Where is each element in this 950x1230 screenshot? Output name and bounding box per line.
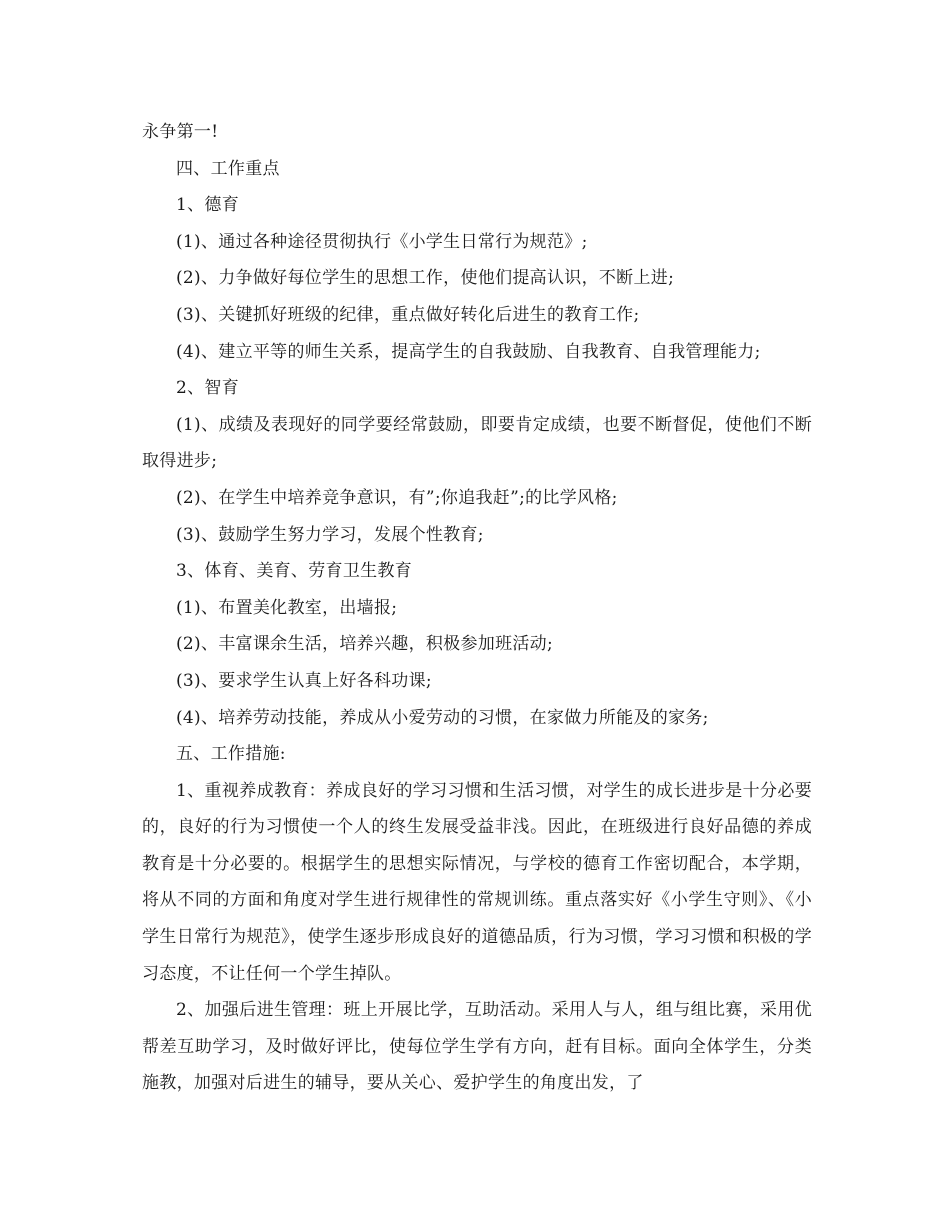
subheading-moral-education: 1、德育 (176, 195, 240, 216)
paragraph-continuation: 永争第一! (142, 122, 219, 142)
list-item-intellectual-1: (1)、成绩及表现好的同学要经常鼓励，即要肯定成绩，也要不断督促，使他们不断取得进步; (142, 414, 812, 472)
list-item-intellectual-2: (2)、在学生中培养竞争意识，有”;你追我赶”;的比学风格; (176, 487, 618, 508)
list-item-moral-1: (1)、通过各种途径贯彻执行《小学生日常行为规范》; (176, 231, 588, 252)
section-heading-work-focus: 四、工作重点 (176, 158, 280, 179)
list-item-moral-2: (2)、力争做好每位学生的思想工作，使他们提高认识，不断上进; (176, 268, 675, 289)
list-item-moral-3: (3)、关键抓好班级的纪律，重点做好转化后进生的教育工作; (176, 304, 640, 325)
subheading-physical-arts-labor: 3、体育、美育、劳育卫生教育 (176, 561, 413, 582)
measure-paragraph-1: 1、重视养成教育：养成良好的学习习惯和生活习惯，对学生的成长进步是十分必要的，良好的行为习惯使一个人的终生发展受益非浅。因此，在班级进行良好品德的养成教育是十分必要的。根据学生的思想实际情况，与学校的德育工作密切配合，本学期，将从不同的方面和角度对学生进行规律性的常规训练。重点落实好《小学生守则》、《小学生日常行为规范》，使学生逐步形成良好的道德品质，行为习惯，学习习惯和积极的学习态度，不让任何一个学生掉队。 (142, 780, 812, 984)
list-item-physical-2: (2)、丰富课余生活，培养兴趣，积极参加班活动; (176, 634, 554, 655)
document-body (142, 114, 812, 1102)
list-item-physical-3: (3)、要求学生认真上好各科功课; (176, 670, 432, 691)
list-item-moral-4: (4)、建立平等的师生关系，提高学生的自我鼓励、自我教育、自我管理能力; (176, 341, 761, 362)
measure-paragraph-2: 2、加强后进生管理：班上开展比学，互助活动。采用人与人，组与组比赛，采用优帮差互助学习，及时做好评比，使每位学生学有方向，赶有目标。面向全体学生，分类施教，加强对后进生的辅导，要从关心、爱护学生的角度出发，了 (142, 1000, 812, 1094)
list-item-physical-4: (4)、培养劳动技能，养成从小爱劳动的习惯，在家做力所能及的家务; (176, 707, 709, 728)
section-heading-work-measures: 五、工作措施: (176, 744, 286, 765)
list-item-physical-1: (1)、布置美化教室，出墙报; (176, 597, 398, 618)
subheading-intellectual-education: 2、智育 (176, 378, 240, 399)
list-item-intellectual-3: (3)、鼓励学生努力学习，发展个性教育; (176, 524, 484, 545)
